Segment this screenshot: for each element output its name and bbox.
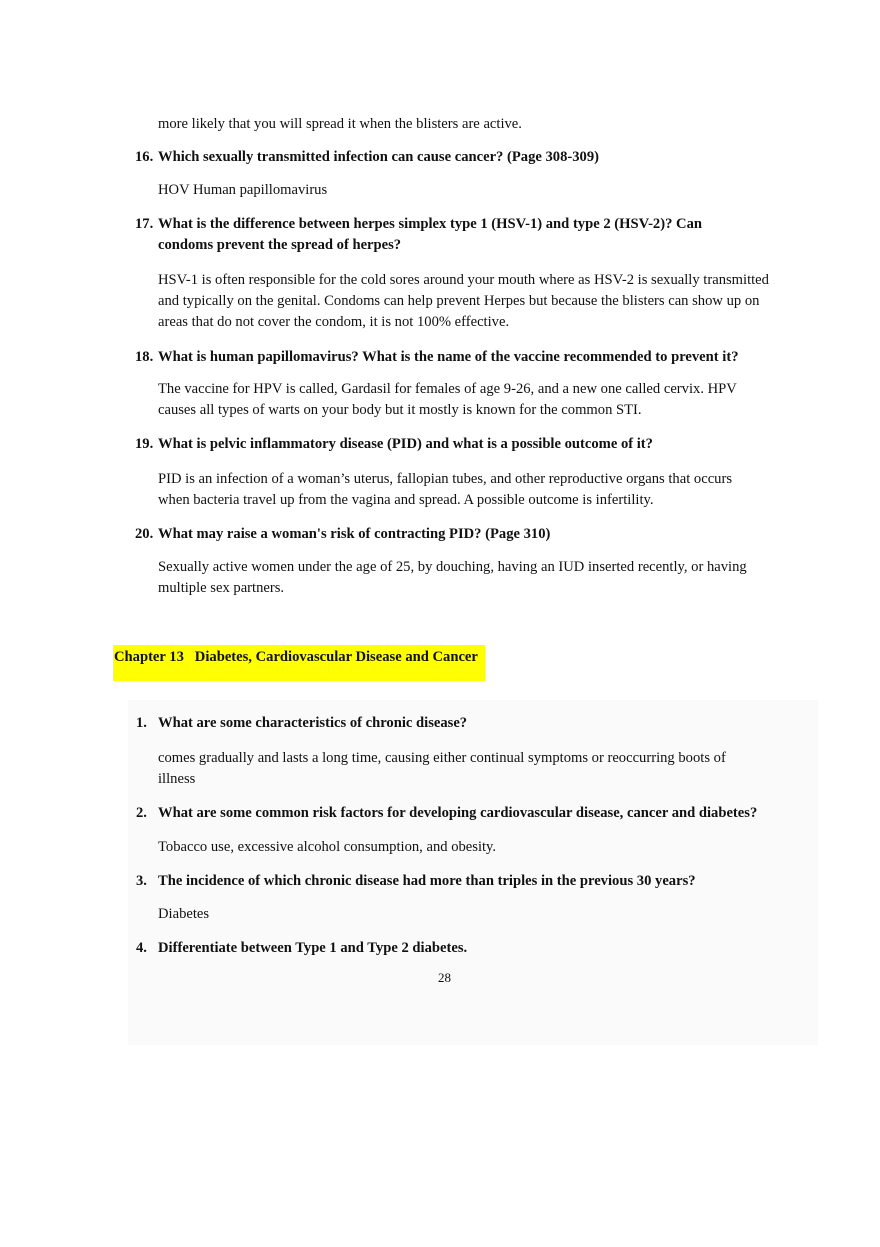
continuation-text: more likely that you will spread it when the blisters are active. [158,116,522,132]
answer-text: comes gradually and lasts a long time, causing either continual symptoms or reoccurring boots of illness [158,750,726,787]
page-number: 28 [438,970,451,985]
answer-text: The vaccine for HPV is called, Gardasil for females of age 9-26, and a new one called cervix. HPV causes all types of warts on your body but it mostly is known for the common STI. [158,381,737,418]
answer-text: Sexually active women under the age of 25, by douching, having an IUD inserted recently, or having multiple sex partners. [158,559,747,596]
answer-text: PID is an infection of a woman’s uterus, fallopian tubes, and other reproductive organs that occurs when bacteria travel up from the vagina and spread. A possible outcome is infertility. [158,471,733,508]
answer-text: Diabetes [158,906,210,922]
question-text: What may raise a woman's risk of contracting PID? (Page 310) [158,526,551,542]
question-number: 1. [136,715,147,731]
question-text: The incidence of which chronic disease had more than triples in the previous 30 years? [158,873,696,889]
answer-text: HOV Human papillomavirus [158,182,328,198]
question-text: What is human papillomavirus? What is the name of the vaccine recommended to prevent it? [158,349,739,365]
question-number: 16. [135,149,154,165]
question-text: What are some characteristics of chronic disease? [158,715,468,731]
question-text: What are some common risk factors for developing cardiovascular disease, cancer and diabetes? [158,805,758,821]
question-number: 18. [135,349,154,365]
question-text: What is pelvic inflammatory disease (PID) and what is a possible outcome of it? [158,436,653,452]
question-text: What is the difference between herpes simplex type 1 (HSV-1) and type 2 (HSV-2)? Can condoms prevent the spread of herpes? [158,216,702,253]
chapter-heading: Chapter 13 Diabetes, Cardiovascular Disease and Cancer [114,649,478,665]
question-number: 3. [136,873,147,889]
question-number: 4. [136,940,147,956]
answer-text: HSV-1 is often responsible for the cold sores around your mouth where as HSV-2 is sexually transmitted and typically on the genital. Condoms can help prevent Herpes but because the blisters can show up on areas that do not cover the condom, it is not 100% effective. [158,272,769,330]
question-number: 20. [135,526,154,542]
question-text: Which sexually transmitted infection can cause cancer? (Page 308-309) [158,149,599,165]
question-number: 2. [136,805,147,821]
question-number: 19. [135,436,154,452]
question-number: 17. [135,216,154,232]
answer-text: Tobacco use, excessive alcohol consumption, and obesity. [158,839,497,855]
question-text: Differentiate between Type 1 and Type 2 diabetes. [158,940,468,956]
